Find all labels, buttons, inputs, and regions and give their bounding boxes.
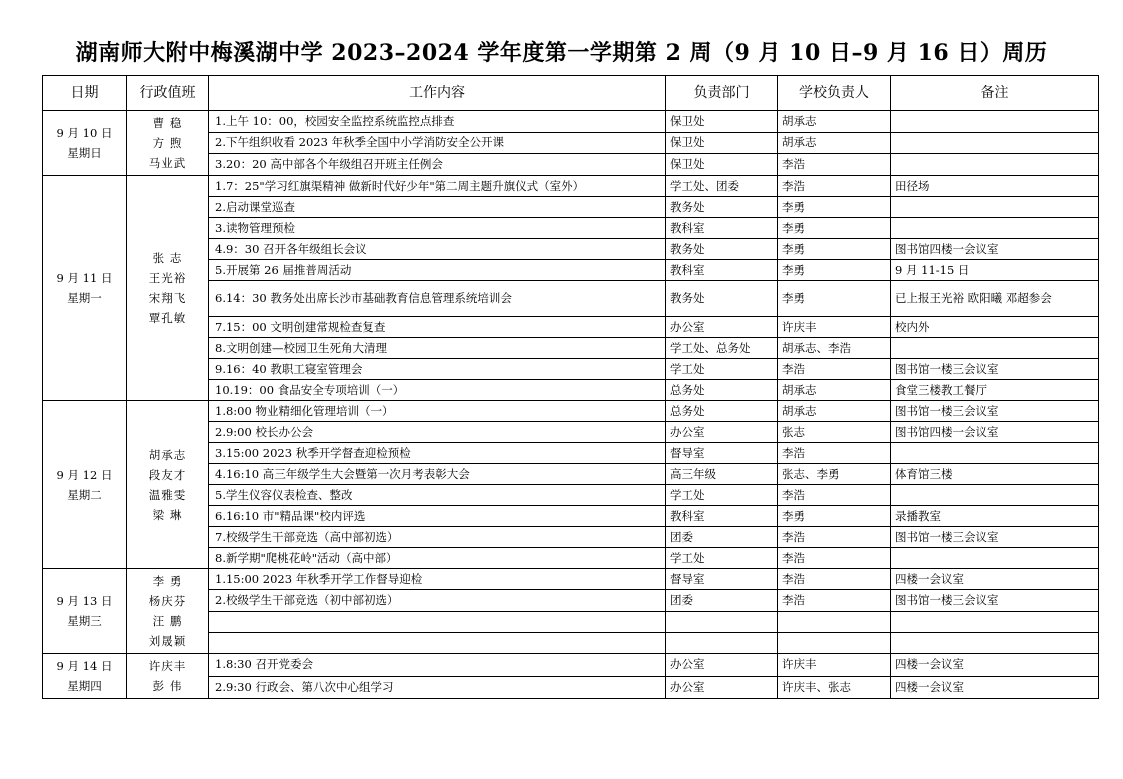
weekday-label: 星期四 <box>67 679 102 693</box>
content-cell: 5.开展第 26 届推普周活动 <box>209 260 666 281</box>
note-cell: 图书馆四楼一会议室 <box>891 422 1099 443</box>
dept-cell: 教科室 <box>666 506 778 527</box>
note-cell <box>891 132 1099 154</box>
leader-cell: 胡承志 <box>778 401 891 422</box>
weekday-label: 星期二 <box>67 487 102 502</box>
duty-person: 马业武 <box>148 156 187 170</box>
dept-cell: 办公室 <box>666 676 778 699</box>
leader-cell: 李勇 <box>778 260 891 281</box>
table-row <box>43 569 1099 590</box>
note-cell <box>891 632 1099 653</box>
dept-cell: 教科室 <box>666 218 778 239</box>
duty-person: 刘晟颖 <box>148 634 187 648</box>
duty-cell <box>127 176 209 401</box>
dept-cell: 办公室 <box>666 317 778 338</box>
header-date: 日期 <box>43 76 127 111</box>
duty-person: 宋翔飞 <box>148 291 187 305</box>
note-cell: 已上报王光裕 欧阳曦 邓超参会 <box>891 281 1099 317</box>
leader-cell: 李浩 <box>778 443 891 464</box>
note-cell: 四楼一会议室 <box>891 569 1099 590</box>
duty-person: 覃孔敏 <box>148 311 187 325</box>
leader-cell: 李浩 <box>778 154 891 176</box>
date-label: 9 月 12 日 <box>56 467 113 482</box>
date-label: 9 月 14 日 <box>56 659 113 673</box>
content-cell: 5.学生仪容仪表检查、整改 <box>209 485 666 506</box>
leader-cell: 李勇 <box>778 197 891 218</box>
duty-person: 王光裕 <box>148 271 187 285</box>
content-cell: 3.15:00 2023 秋季开学督查迎检预检 <box>209 443 666 464</box>
dept-cell: 办公室 <box>666 654 778 677</box>
dept-cell: 高三年级 <box>666 464 778 485</box>
leader-cell: 张志、李勇 <box>778 464 891 485</box>
dept-cell: 学工处 <box>666 359 778 380</box>
content-cell: 1.15:00 2023 年秋季开学工作督导迎检 <box>209 569 666 590</box>
content-cell: 6.16:10 市"精品课"校内评选 <box>209 506 666 527</box>
date-label: 9 月 11 日 <box>56 271 113 285</box>
duty-person: 张 志 <box>152 251 183 265</box>
content-cell: 2.9:30 行政会、第八次中心组学习 <box>209 676 666 699</box>
date-cell <box>43 401 127 569</box>
duty-person: 彭 伟 <box>152 679 183 693</box>
note-cell: 图书馆一楼三会议室 <box>891 359 1099 380</box>
leader-cell: 胡承志 <box>778 132 891 154</box>
header-duty: 行政值班 <box>127 76 209 111</box>
note-cell: 图书馆一楼三会议室 <box>891 527 1099 548</box>
dept-cell: 团委 <box>666 590 778 611</box>
note-cell: 图书馆一楼三会议室 <box>891 590 1099 611</box>
header-leader: 学校负责人 <box>778 76 891 111</box>
leader-cell: 胡承志、李浩 <box>778 338 891 359</box>
weekly-schedule-table <box>42 75 1099 699</box>
table-row <box>43 111 1099 133</box>
leader-cell: 许庆丰 <box>778 654 891 677</box>
weekday-label: 星期日 <box>67 146 102 160</box>
note-cell: 四楼一会议室 <box>891 654 1099 677</box>
page-title: 湖南师大附中梅溪湖中学 2023–2024 学年度第一学期第 2 周（9 月 10 日–9 月 16 日）周历 <box>75 40 1048 66</box>
duty-cell <box>127 569 209 654</box>
duty-person: 李 勇 <box>152 574 183 588</box>
duty-person: 方 煦 <box>152 136 183 150</box>
note-cell: 四楼一会议室 <box>891 676 1099 699</box>
content-cell <box>209 611 666 632</box>
leader-cell: 张志 <box>778 422 891 443</box>
leader-cell: 许庆丰、张志 <box>778 676 891 699</box>
content-cell: 8.新学期"爬桃花岭"活动（高中部） <box>209 548 666 569</box>
content-cell: 2.校级学生干部竞选（初中部初选） <box>209 590 666 611</box>
content-cell: 6.14：30 教务处出席长沙市基础教育信息管理系统培训会 <box>209 281 666 317</box>
leader-cell: 许庆丰 <box>778 317 891 338</box>
header-content: 工作内容 <box>209 76 666 111</box>
duty-cell <box>127 654 209 699</box>
leader-cell: 李浩 <box>778 176 891 197</box>
dept-cell <box>666 611 778 632</box>
leader-cell: 李浩 <box>778 527 891 548</box>
content-cell: 9.16：40 教职工寝室管理会 <box>209 359 666 380</box>
weekday-label: 星期三 <box>67 614 102 628</box>
date-label: 9 月 13 日 <box>56 594 113 608</box>
duty-cell <box>127 111 209 176</box>
content-cell: 7.校级学生干部竞选（高中部初选） <box>209 527 666 548</box>
note-cell <box>891 154 1099 176</box>
content-cell: 7.15：00 文明创建常规检查复查 <box>209 317 666 338</box>
content-cell: 1.8:00 物业精细化管理培训（一） <box>209 401 666 422</box>
duty-person: 汪 鹏 <box>152 614 183 628</box>
note-cell: 9 月 11-15 日 <box>891 260 1099 281</box>
note-cell: 田径场 <box>891 176 1099 197</box>
note-cell <box>891 218 1099 239</box>
dept-cell: 总务处 <box>666 401 778 422</box>
table-row <box>43 176 1099 197</box>
dept-cell: 教务处 <box>666 197 778 218</box>
note-cell: 校内外 <box>891 317 1099 338</box>
leader-cell: 李浩 <box>778 485 891 506</box>
dept-cell: 教务处 <box>666 239 778 260</box>
note-cell: 食堂三楼教工餐厅 <box>891 380 1099 401</box>
header-dept: 负责部门 <box>666 76 778 111</box>
dept-cell: 总务处 <box>666 380 778 401</box>
leader-cell: 李勇 <box>778 218 891 239</box>
content-cell: 10.19：00 食品安全专项培训（一） <box>209 380 666 401</box>
leader-cell: 李浩 <box>778 569 891 590</box>
leader-cell: 李勇 <box>778 239 891 260</box>
leader-cell <box>778 611 891 632</box>
duty-person: 段友才 <box>148 467 187 482</box>
duty-person: 温雅雯 <box>148 487 187 502</box>
dept-cell <box>666 632 778 653</box>
leader-cell: 李浩 <box>778 548 891 569</box>
content-cell: 2.9:00 校长办公会 <box>209 422 666 443</box>
dept-cell: 学工处、总务处 <box>666 338 778 359</box>
dept-cell: 学工处 <box>666 485 778 506</box>
date-cell <box>43 176 127 401</box>
date-cell <box>43 111 127 176</box>
leader-cell: 胡承志 <box>778 111 891 133</box>
content-cell: 1.7：25"学习红旗渠精神 做新时代好少年"第二周主题升旗仪式（室外） <box>209 176 666 197</box>
duty-cell <box>127 401 209 569</box>
date-cell <box>43 569 127 654</box>
duty-person: 曹 稳 <box>152 116 183 130</box>
note-cell: 录播教室 <box>891 506 1099 527</box>
duty-person: 杨庆芬 <box>148 594 187 608</box>
note-cell: 体育馆三楼 <box>891 464 1099 485</box>
dept-cell: 教务处 <box>666 281 778 317</box>
content-cell: 4.9：30 召开各年级组长会议 <box>209 239 666 260</box>
leader-cell <box>778 632 891 653</box>
content-cell: 8.文明创建—校园卫生死角大清理 <box>209 338 666 359</box>
content-cell: 4.16:10 高三年级学生大会暨第一次月考表彰大会 <box>209 464 666 485</box>
content-cell: 3.读物管理预检 <box>209 218 666 239</box>
note-cell <box>891 611 1099 632</box>
table-row <box>43 401 1099 422</box>
header-note: 备注 <box>891 76 1099 111</box>
dept-cell: 团委 <box>666 527 778 548</box>
leader-cell: 李浩 <box>778 359 891 380</box>
content-cell: 2.下午组织收看 2023 年秋季全国中小学消防安全公开课 <box>209 132 666 154</box>
leader-cell: 李浩 <box>778 590 891 611</box>
content-cell: 1.上午 10：00，校园安全监控系统监控点排查 <box>209 111 666 133</box>
dept-cell: 保卫处 <box>666 111 778 133</box>
note-cell <box>891 485 1099 506</box>
note-cell <box>891 111 1099 133</box>
date-cell <box>43 654 127 699</box>
dept-cell: 督导室 <box>666 443 778 464</box>
note-cell <box>891 197 1099 218</box>
note-cell: 图书馆四楼一会议室 <box>891 239 1099 260</box>
note-cell <box>891 548 1099 569</box>
dept-cell: 督导室 <box>666 569 778 590</box>
schedule-body <box>43 111 1099 699</box>
note-cell <box>891 338 1099 359</box>
leader-cell: 李勇 <box>778 281 891 317</box>
date-label: 9 月 10 日 <box>56 126 113 140</box>
dept-cell: 保卫处 <box>666 132 778 154</box>
dept-cell: 保卫处 <box>666 154 778 176</box>
dept-cell: 学工处 <box>666 548 778 569</box>
note-cell: 图书馆一楼三会议室 <box>891 401 1099 422</box>
dept-cell: 办公室 <box>666 422 778 443</box>
dept-cell: 学工处、团委 <box>666 176 778 197</box>
duty-person: 许庆丰 <box>148 659 187 673</box>
duty-person: 胡承志 <box>148 447 187 462</box>
content-cell <box>209 632 666 653</box>
note-cell <box>891 443 1099 464</box>
table-row <box>43 654 1099 677</box>
content-cell: 3.20：20 高中部各个年级组召开班主任例会 <box>209 154 666 176</box>
leader-cell: 胡承志 <box>778 380 891 401</box>
dept-cell: 教科室 <box>666 260 778 281</box>
duty-person: 梁 琳 <box>152 507 183 522</box>
leader-cell: 李勇 <box>778 506 891 527</box>
content-cell: 2.启动课堂巡查 <box>209 197 666 218</box>
content-cell: 1.8:30 召开党委会 <box>209 654 666 677</box>
weekday-label: 星期一 <box>67 291 102 305</box>
header-row <box>43 76 1099 111</box>
